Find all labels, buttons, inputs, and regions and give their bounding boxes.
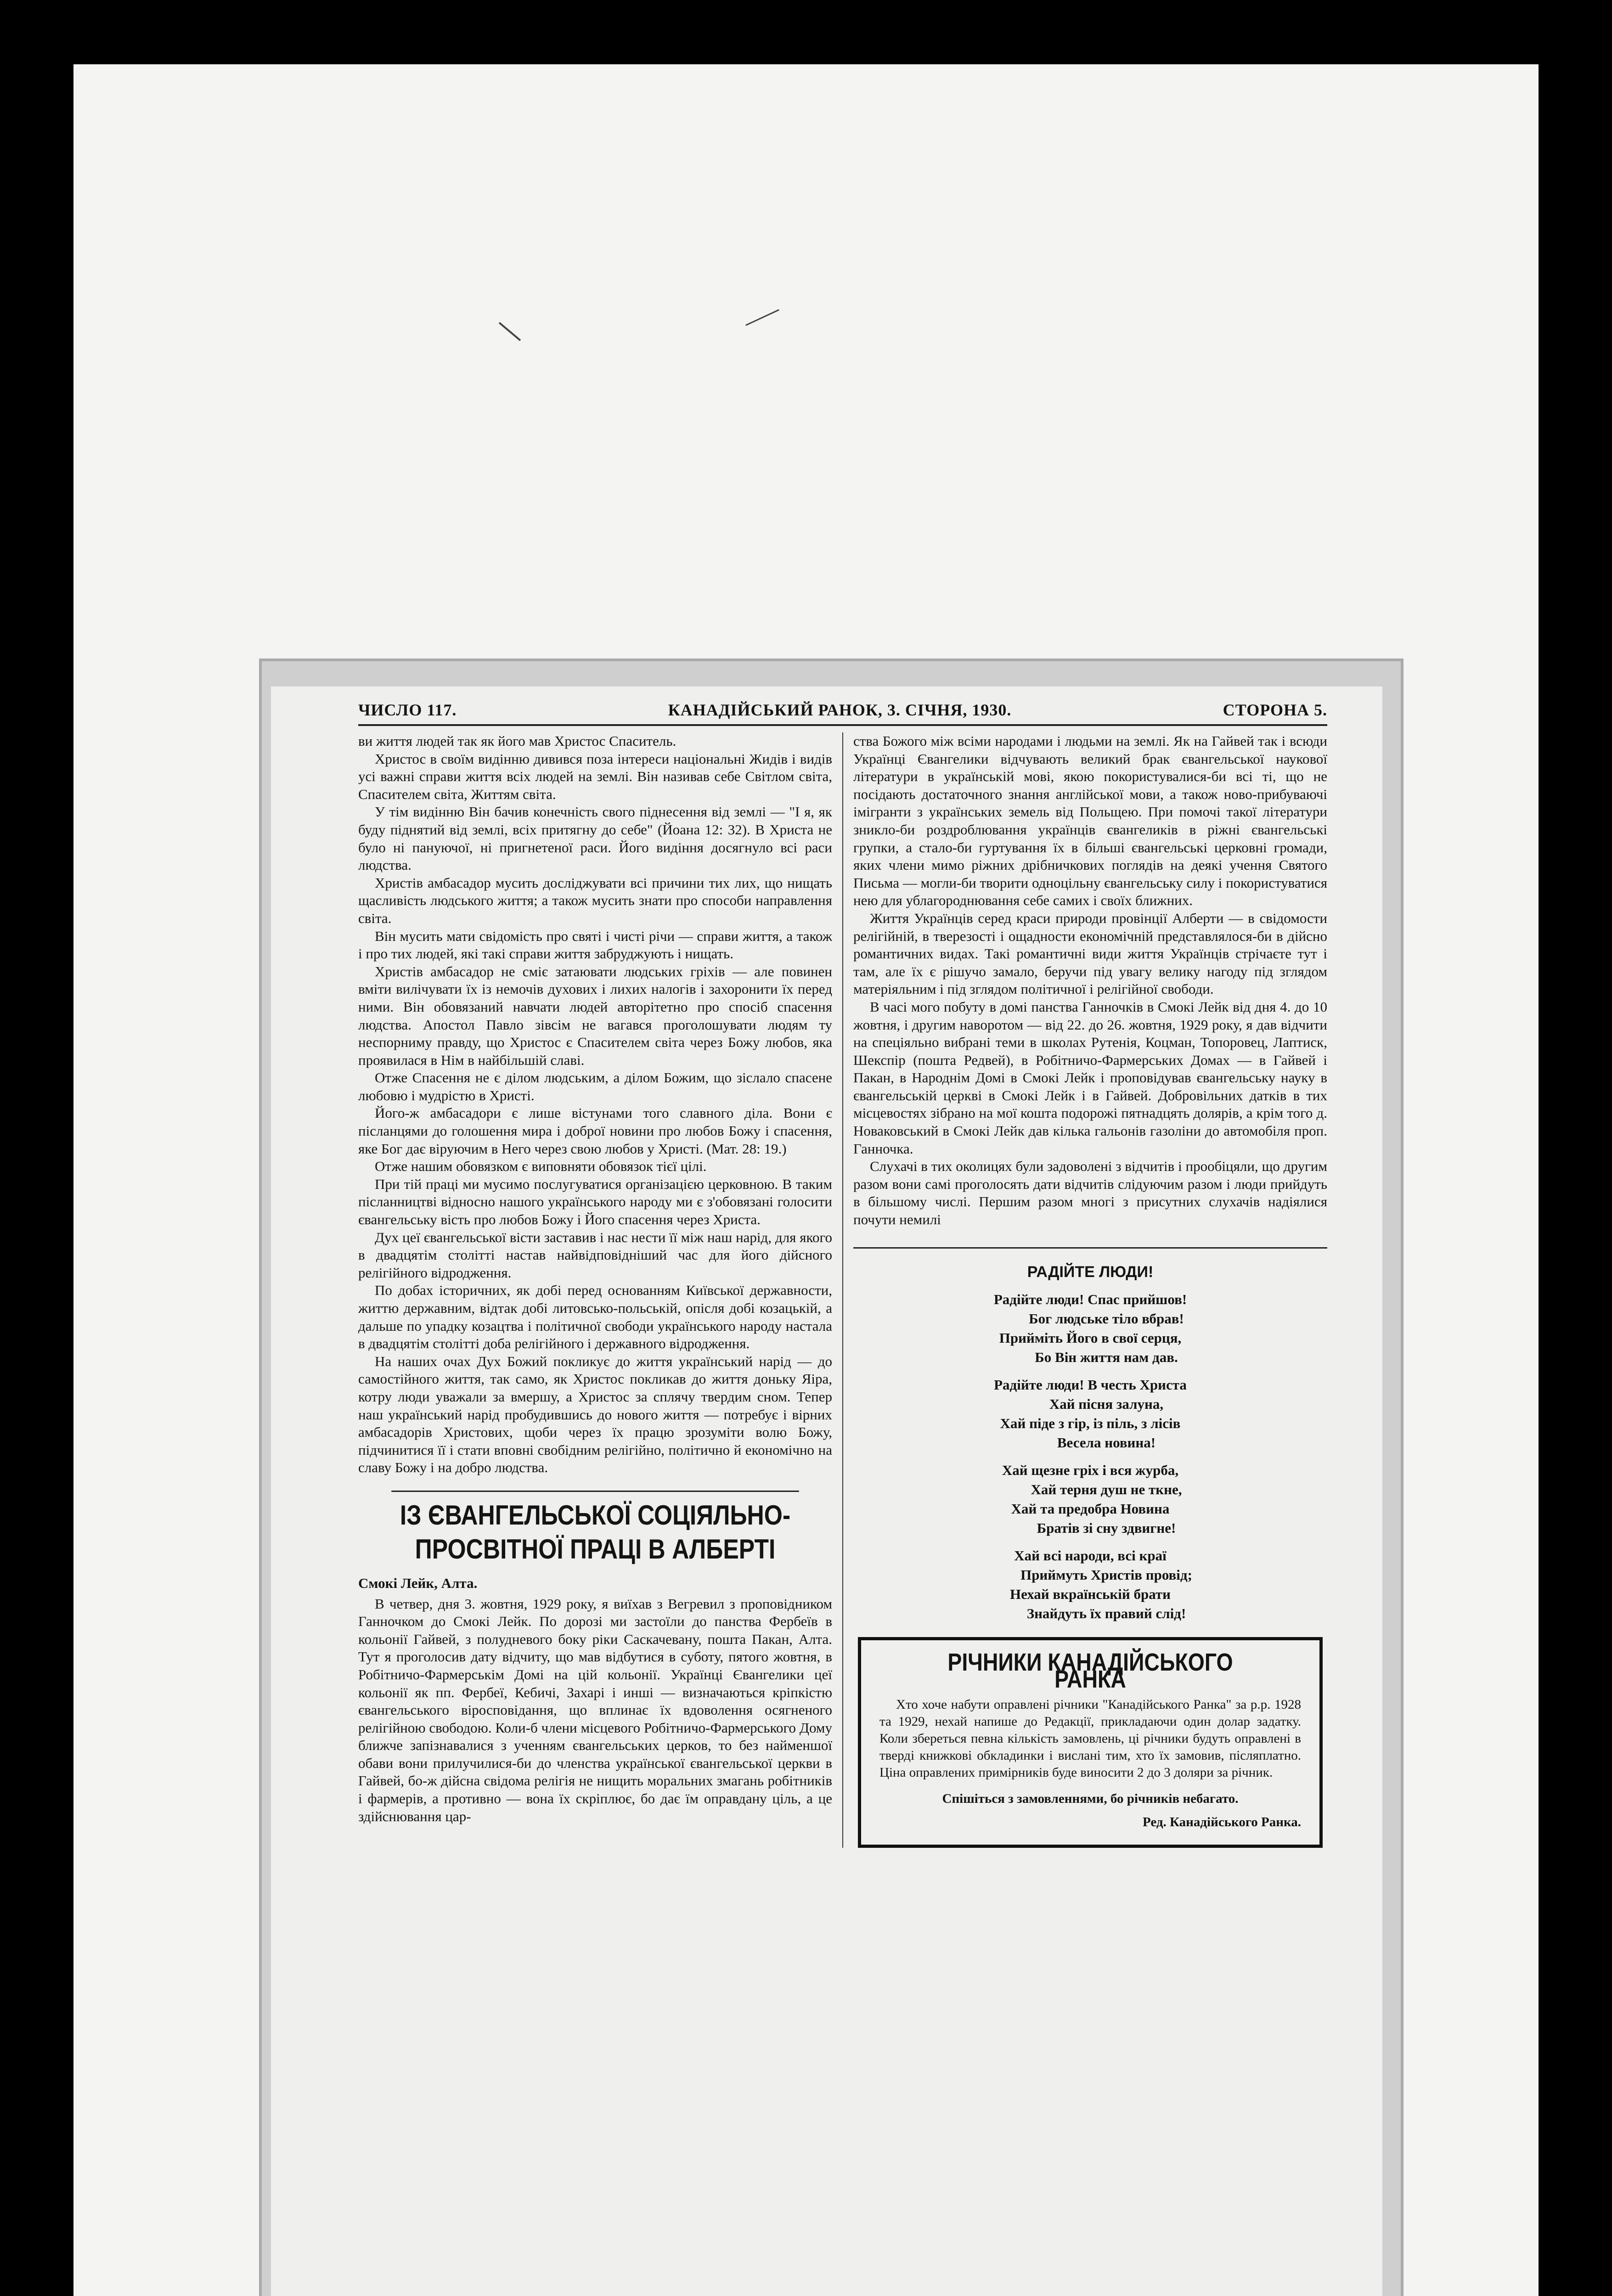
article-headline: ІЗ ЄВАНГЕЛЬСЬКОЇ СОЦІЯЛЬНО-ПРОСВІТНОЇ ПРАЦІ В АЛБЕРТІ [391, 1491, 799, 1566]
poem-line: Радійте люди! В честь Христа [994, 1376, 1187, 1393]
paragraph: Христів амбасадор не сміє затаювати людських гріхів — але повинен вміти вилічувати їх із немочів духових і лихих налогів і захоронити їх перед ними. Він обовязаний навчати людей авторітетно про спосіб спасення людства. Апостол Павло зівсім не вагався проголошувати людям ту неспорниму правду, що Христос є Спасителем світа через Божу любов, яка проявилася в Нім в найбільшій славі. [358, 963, 832, 1068]
paragraph: На наших очах Дух Божий покликує до життя український нарід — до самостійного життя, так само, як Христос покликав до життя доньку Яіра, котру люди уважали за вмершу, а Христос за сплячу твердим сном. Тепер наш український нарід пробудившись до нового життя — потребує і вірних амбасадорів Христових, щоби через їх працю зрозуміти волю Божу, підчинитися її і стати вповні свобідним релігійно, політично й економічно на славу Божу і на добро людства. [358, 1353, 832, 1476]
paragraph: Дух цеї євангельської вісти заставив і нас нести її між наш нарід, для якого в двадцятім столітті настав найвідповідніший час для його дійсного релігійного відродження. [358, 1229, 832, 1281]
paragraph: Христів амбасадор мусить досліджувати всі причини тих лих, що нищать щасливість людського життя; а також мусить знати про способи направлення світа. [358, 874, 832, 926]
poem-line: Хай пісня залуна, [1049, 1396, 1164, 1412]
page-number: СТОРОНА 5. [1223, 701, 1327, 719]
poem-line: Прийміть Його в свої серця, [999, 1329, 1182, 1346]
ad-body: Хто хоче набути оправлені річники "Канадійського Ранка" за р.р. 1928 та 1929, нехай напише до Редакції, прикладаючи один долар задатку. Коли збереться певна кількість замовлень, ці річники будуть оправлені в тверді книжкові обкладинки і вислані тим, хто їх замовив, післяплатно. Ціна оправлених примірників буде виносити 2 до 3 доляри за річник. [879, 1697, 1301, 1780]
poem-line: Хай всі народи, всі краї [1014, 1547, 1167, 1564]
paragraph: Отже Спасення не є ділом людським, а ділом Божим, що зіслало спасене любовю і мудрістю в Христі. [358, 1069, 832, 1103]
ad-call-to-action: Спішіться з замовленнями, бо річників небагато. [942, 1791, 1239, 1806]
ad-signature: Ред. Канадійського Ранка. [1143, 1814, 1301, 1829]
columns [358, 732, 1327, 1848]
poem-stanza [853, 1375, 1327, 1452]
yearbook-ad [858, 1637, 1323, 1848]
paragraph: ви життя людей так як його мав Христос Спаситель. [358, 733, 676, 749]
poem-line: Бог людське тіло вбрав! [1029, 1310, 1184, 1327]
right-column [853, 732, 1327, 1848]
left-column [358, 732, 832, 1848]
paragraph: Слухачі в тих околицях були задоволені з відчитів і прообіцяли, що другим разом вони самі проголосять дати відчитів слідуючим разом і люди прийдуть в більшому числі. Першим разом многі з присутних слухачів надіялися почути немилі [853, 1158, 1327, 1228]
poem-title: РАДІЙТЕ ЛЮДИ! [1027, 1263, 1154, 1281]
poem-line: Братів зі сну здвигне! [1037, 1519, 1176, 1536]
paragraph: Отже нашим обовязком є виповняти обовязок тієї цілі. [375, 1158, 707, 1175]
column-rule [842, 732, 843, 1848]
ad-title: РІЧНИКИ КАНАДІЙСЬКОГО РАНКА [947, 1648, 1233, 1693]
poem-line: Приймуть Христів провід; [1020, 1566, 1192, 1583]
poem-stanza [853, 1546, 1327, 1623]
poem-line: Хай щезне гріх і вся журба, [1002, 1462, 1179, 1478]
poem [853, 1247, 1327, 1623]
paragraph: У тім видінню Він бачив конечність свого піднесення від землі — "І я, як буду піднятий від землі, всіх притягну до себе" (Йоана 12: 32). В Христа не було ні пануючої, ні пригнетеної раси. Його видіння досягнуло всі раси людства. [358, 804, 832, 873]
poem-line: Нехай вкраїнській брати [1009, 1586, 1171, 1602]
article-dateline: Смокі Лейк, Алта. [358, 1575, 478, 1591]
paragraph: ства Божого між всіми народами і людьми на землі. Як на Гайвей так і всюди Українці Євангелики відчувають великий брак євангельської наукової літератури в українській мові, якою покористувалися-би всі ті, що не посідають достаточного знання англійської мови, а також ново-прибуваючі імігранти з українських земель від Польщею. При помочі такої літератури зникло-би роздроблювання українців євангеликів в ріжні євангельські групки, а стало-би гуртування їх в більші євангельські церковні громади, яких члени мимо ріжних дрібничкових поглядів на деякі учення Святого Письма — могли-би творити одноцільну євангельську силу і покористуватися нею для ублагороднювання себе самих і своїх ближних. [853, 733, 1327, 909]
poem-line: Хай піде з гір, із піль, з лісів [1000, 1415, 1181, 1431]
paragraph: При тій праці ми мусимо послугуватися організацією церковною. В таким післанництві відносно нашого українського народу ми є з'обовязані голосити євангельську вість про любов Божу і Його спасення через Христа. [358, 1176, 832, 1228]
poem-stanza [853, 1290, 1327, 1367]
paragraph: Його-ж амбасадори є лише вістунами того славного діла. Вони є післанцями до голошення мира і доброї новини про любов Божу і спасення, яке Бог дає віруючим в Него через свою любов у Христі. (Мат. 28: 19.) [358, 1105, 832, 1157]
issue-number: ЧИСЛО 117. [358, 701, 457, 719]
poem-line: Бо Він життя нам дав. [1035, 1349, 1178, 1365]
page-header [358, 700, 1327, 726]
paragraph: Він мусить мати свідомість про святі і чисті річи — справи життя, а також і про тих людей, які такі справи життя забруджують і нищать. [358, 928, 832, 962]
masthead: КАНАДІЙСЬКИЙ РАНОК, 3. СІЧНЯ, 1930. [668, 701, 1012, 719]
poem-stanza [853, 1461, 1327, 1538]
poem-line: Знайдуть їх правий слід! [1026, 1605, 1186, 1621]
paragraph: Христос в своїм видінню дивився поза інтереси національні Жидів і видів усі важні справи життя всіх людей на землі. Він називав себе Світлом світа, Спасителем світа, Життям світа. [358, 750, 832, 802]
paragraph: По добах історичних, як добі перед основанням Київської державности, життю державним, відтак добі литовсько-польській, опісля добі козацькій, а дальше по упадку козацтва і політичної свободи українського народу настала в двадцятім столітті доба релігійного і державного відродження. [358, 1282, 832, 1352]
poem-line: Весела новина! [1057, 1434, 1156, 1451]
poem-line: Хай терня душ не ткне, [1031, 1481, 1182, 1497]
paragraph: В четвер, дня 3. жовтня, 1929 року, я виїхав з Вегревил з проповідником Ганночком до Смокі Лейк. По дорозі ми застоїли до панства Фербеїв в кольонії Гайвей, з полудневого боку ріки Саскачевану, пошта Пакан, Алта. Тут я проголосив дату відчиту, що мав відбутися в суботу, пятого жовтня, в Робітничо-Фармерськім Домі на цій кольонії. Українці Євангелики цеї кольонії як пп. Фербеї, Кебичі, Захарі і инші — визначаються кріпкістю євангельського віросповідання, що вплинає їх вдоволення осягненого релігійною свободою. Коли-б члени місцевого Робітничо-Фармерського Дому ближче запізнавалися з ученням євангельських церков, то без найменшої обави вони прилучилися-би до членства української євангельської церкви в Гайвей, бо-ж дійсна свідома релігія не нищить моральних змагань робітників і фармерів, а противно — вона їх скріплює, бо дає їм оправдану ціль, а це здійснювання цар- [358, 1595, 832, 1824]
poem-line: Радійте люди! Спас прийшов! [993, 1291, 1187, 1307]
newspaper-page [271, 687, 1382, 2296]
paragraph: В часі мого побуту в домі панства Ганночків в Смокі Лейк від дня 4. до 10 жовтня, і другим наворотом — від 22. до 26. жовтня, 1929 року, я дав відчити на спеціяльно вибрані теми в школах Рутенія, Коцман, Топоровец, Лаптиск, Шекспір (пошта Редвей), в Робітничо-Фармерських Домах — в Гайвей і Пакан, в Народнім Домі в Смокі Лейк і проповідував євангельську науку в євангельській церкві в Смокі Лейк і в Гайвей. Добровільних датків в тих місцевостях зібрано на мої кошта подорожі пятнадцять долярів, а крім того д. Новаковський в Смокі Лейк дав кілька гальонів газоліни до автомобіля проп. Ганночка. [853, 998, 1327, 1157]
poem-line: Хай та предобра Новина [1011, 1500, 1170, 1517]
paragraph: Життя Українців серед краси природи провінції Алберти — в свідомости релігійній, в тверезості і ощадности економічній представлялося-би в дійсно романтичних видах. Такі романтичні види життя Українців стрічаєте тут і там, але їх є рішучо замало, беручи під увагу велику нагоду під зглядом матеріяльним і під зглядом політичної і релігійної свободи. [853, 910, 1327, 997]
